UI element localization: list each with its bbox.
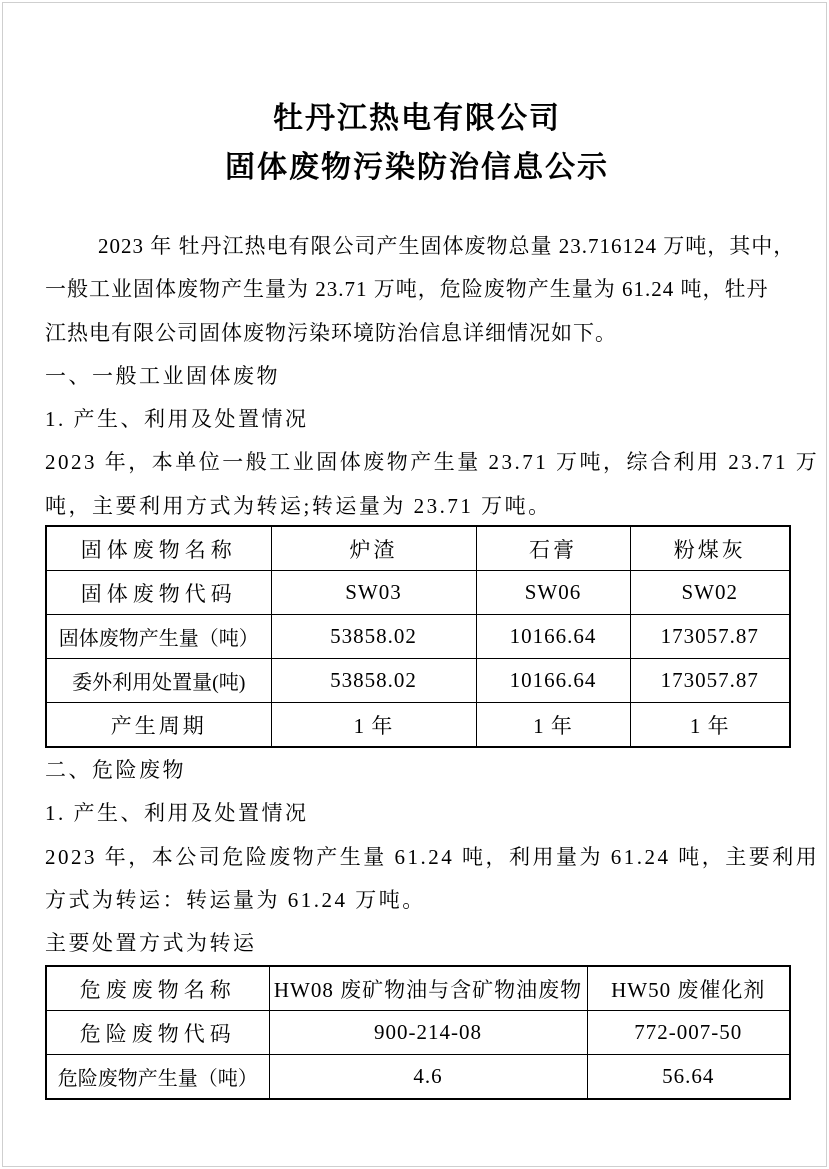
- intro-and-section1-text: [45, 225, 820, 528]
- title-line-2: 固体废物污染防治信息公示: [225, 151, 609, 184]
- table-cell: 53858.02: [271, 615, 476, 659]
- table-row: [46, 659, 790, 703]
- title-line-1: 牡丹江热电有限公司: [273, 102, 561, 135]
- table-cell: 173057.87: [630, 659, 790, 703]
- section1-subheading: 1. 产生、利用及处置情况: [45, 407, 309, 432]
- table-cell: 炉渣: [271, 526, 476, 571]
- table-cell: 粉煤灰: [630, 526, 790, 571]
- table-cell-generated-amount-label: 固体废物产生量（吨）: [46, 615, 271, 659]
- table-row: [46, 615, 790, 659]
- table-cell-waste-code-label: 固体废物代码: [46, 571, 271, 615]
- section2-note: 主要处置方式为转运: [45, 931, 257, 956]
- table-cell: 772-007-50: [587, 1011, 790, 1055]
- table-row: [46, 526, 790, 571]
- table-cell: SW06: [476, 571, 630, 615]
- table-row: [46, 703, 790, 748]
- section2-body-line: 2023 年，本公司危险废物产生量 61.24 吨，利用量为 61.24 吨，主要利用: [45, 844, 820, 869]
- table-cell-cycle-label: 产生周期: [46, 703, 271, 748]
- table-row: [46, 1011, 790, 1055]
- table-cell: 10166.64: [476, 615, 630, 659]
- table-cell: 900-214-08: [269, 1011, 587, 1055]
- section2-subheading: 1. 产生、利用及处置情况: [45, 801, 309, 826]
- section1-body-line: 2023 年，本单位一般工业固体废物产生量 23.71 万吨，综合利用 23.71 万: [45, 450, 820, 475]
- intro-paragraph-line: 一般工业固体废物产生量为 23.71 万吨，危险废物产生量为 61.24 吨，牡丹: [45, 277, 769, 302]
- table-cell: 173057.87: [630, 615, 790, 659]
- table-cell-hazwaste-name-label: 危废废物名称: [46, 966, 269, 1011]
- table-cell: 4.6: [269, 1055, 587, 1100]
- intro-paragraph-line: 2023 年 牡丹江热电有限公司产生固体废物总量 23.716124 万吨，其中，: [98, 234, 796, 258]
- table-cell: 1 年: [630, 703, 790, 748]
- table-row: [46, 571, 790, 615]
- document-title: [45, 94, 789, 192]
- table-row: [46, 1055, 790, 1100]
- table-cell: 53858.02: [271, 659, 476, 703]
- table-cell: 56.64: [587, 1055, 790, 1100]
- table-cell: SW03: [271, 571, 476, 615]
- table-cell: 10166.64: [476, 659, 630, 703]
- intro-paragraph-line: 江热电有限公司固体废物污染环境防治信息详细情况如下。: [45, 320, 617, 345]
- table-cell: 1 年: [476, 703, 630, 748]
- table-cell: HW50 废催化剂: [587, 966, 790, 1011]
- section1-heading: 一、一般工业固体废物: [45, 363, 280, 388]
- section1-body-line: 吨，主要利用方式为转运;转运量为 23.71 万吨。: [45, 493, 552, 518]
- table-cell: SW02: [630, 571, 790, 615]
- table-cell-outsourced-amount-label: 委外利用处置量(吨): [46, 659, 271, 703]
- table-cell-hazwaste-code-label: 危险废物代码: [46, 1011, 269, 1055]
- document-page: [2, 2, 827, 1167]
- hazardous-waste-table: [45, 965, 791, 1100]
- table-cell-waste-name-label: 固体废物名称: [46, 526, 271, 571]
- table-cell: 石膏: [476, 526, 630, 571]
- section2-body-line: 方式为转运：转运量为 61.24 万吨。: [45, 887, 426, 912]
- table-cell-hazwaste-amount-label: 危险废物产生量（吨）: [46, 1055, 269, 1100]
- table-cell: HW08 废矿物油与含矿物油废物: [269, 966, 587, 1011]
- table-row: [46, 966, 790, 1011]
- section2-text: [45, 749, 820, 965]
- general-solid-waste-table: [45, 525, 791, 748]
- section2-heading: 二、危险废物: [45, 758, 186, 782]
- table-cell: 1 年: [271, 703, 476, 748]
